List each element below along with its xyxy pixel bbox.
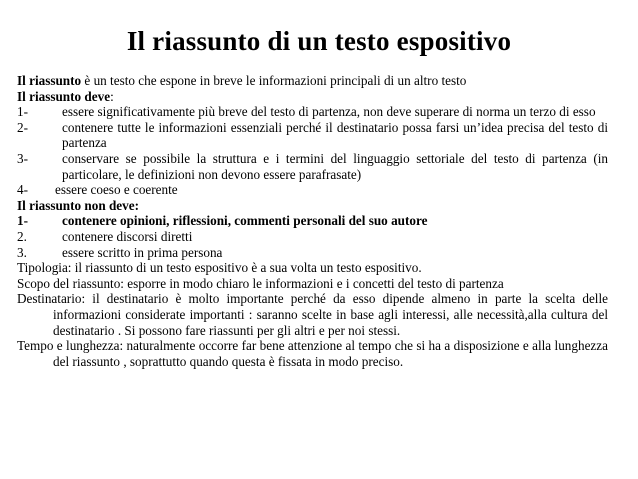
deve-item-text: contenere tutte le informazioni essenziali perché il destinatario possa farsi un’idea precisa del testo di partenza bbox=[62, 119, 608, 151]
non-deve-item bbox=[17, 229, 608, 245]
non-deve-item-number: 1- bbox=[17, 213, 28, 229]
deve-heading: Il riassunto deve bbox=[17, 88, 111, 104]
deve-item-number: 1- bbox=[17, 104, 28, 120]
non-deve-item-number: 3. bbox=[17, 244, 27, 260]
deve-item-number: 2- bbox=[17, 119, 28, 135]
intro-line bbox=[17, 73, 608, 89]
tipologia-paragraph: Tipologia: il riassunto di un testo espositivo è a sua volta un testo espositivo. bbox=[17, 260, 422, 276]
scopo-paragraph: Scopo del riassunto: esporre in modo chiaro le informazioni e i concetti del testo di partenza bbox=[17, 275, 504, 291]
deve-item bbox=[17, 151, 608, 182]
deve-item-number: 4- bbox=[17, 182, 28, 198]
non-deve-item-number: 2. bbox=[17, 228, 27, 244]
non-deve-item-text: contenere discorsi diretti bbox=[62, 228, 193, 244]
slide-body bbox=[17, 73, 608, 369]
deve-heading-line bbox=[17, 89, 608, 105]
deve-heading-colon: : bbox=[110, 88, 114, 104]
deve-item bbox=[17, 120, 608, 151]
deve-item bbox=[17, 182, 608, 198]
deve-item-text: conservare se possibile la struttura e i termini del linguaggio settoriale del testo di partenza (in particolare, le definizioni non devono essere parafrasate) bbox=[62, 150, 608, 182]
deve-item bbox=[17, 104, 608, 120]
intro-definition: è un testo che espone in breve le informazioni principali di un altro testo bbox=[81, 73, 467, 88]
intro-term: Il riassunto bbox=[17, 73, 82, 88]
tempo-paragraph: Tempo e lunghezza: naturalmente occorre far bene attenzione al tempo che si ha a disposizione e alla lunghezza del riassunto , soprattutto quando questa è fissata in modo preciso. bbox=[17, 338, 608, 369]
non-deve-item-text: contenere opinioni, riflessioni, commenti personali del suo autore bbox=[62, 213, 428, 229]
destinatario-paragraph: Destinatario: il destinatario è molto importante perché da esso dipende almeno in parte la scelta delle informazioni considerate importanti : saranno scelte in base agli interessi, alle necessità,alla cultura del destinatario . Si possono fare riassunti per gli altri e per noi stessi. bbox=[17, 291, 608, 338]
deve-item-number: 3- bbox=[17, 150, 28, 166]
deve-item-text: essere significativamente più breve del testo di partenza, non deve superare di norma un terzo di esso bbox=[62, 104, 596, 120]
slide-title: Il riassunto di un testo espositivo bbox=[126, 26, 512, 56]
non-deve-heading: Il riassunto non deve: bbox=[17, 197, 140, 213]
non-deve-item bbox=[17, 245, 608, 261]
non-deve-item bbox=[17, 213, 608, 229]
deve-item-text: essere coeso e coerente bbox=[55, 182, 178, 198]
non-deve-item-text: essere scritto in prima persona bbox=[62, 244, 223, 260]
